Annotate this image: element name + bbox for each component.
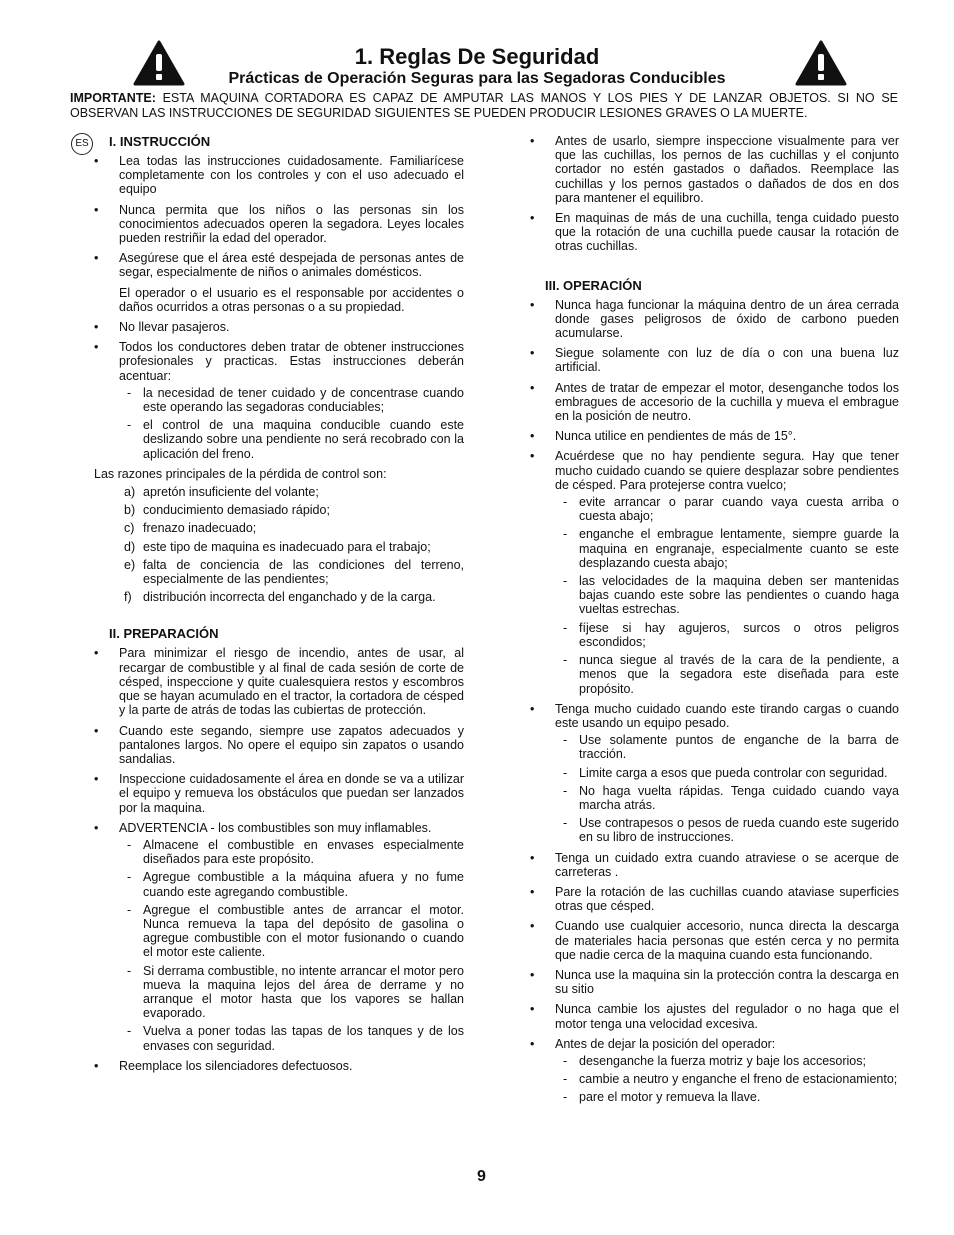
list-item: • En maquinas de más de una cuchilla, tenga cuidado puesto que la rotación de una cuchilla puede causar la rotación de otras cuchillas. bbox=[528, 211, 899, 254]
list-item: • Para minimizar el riesgo de incendio, antes de usar, al recargar de combustible y al final de cada sesión de corte de césped, inspeccione y quite cualesquiera restos y escombros que se hayan acumulado en el tractor, la cortadora de césped y la parte de atrás de todas las cubiertas de protección. bbox=[92, 646, 464, 717]
list-item: • No llevar pasajeros. bbox=[92, 320, 464, 334]
list-item: • Siegue solamente con luz de día o con una buena luz artificial. bbox=[528, 346, 899, 374]
important-notice bbox=[70, 91, 898, 120]
dash-item: - Vuelva a poner todas las tapas de los tanques y de los envases con seguridad. bbox=[119, 1024, 464, 1052]
list-item: • Reemplace los silenciadores defectuosos. bbox=[92, 1059, 464, 1073]
dash-list bbox=[555, 733, 899, 844]
preparacion-list bbox=[92, 646, 464, 1072]
list-item: • Nunca utilice en pendientes de más de 15°. bbox=[528, 429, 899, 443]
list-item: • Inspeccione cuidadosamente el área en donde se va a utilizar el equipo y remueva los obstáculos que puedan ser lanzados por la maquina. bbox=[92, 772, 464, 815]
list-item-text: Asegúrese que el área esté despejada de personas antes de segar, especialmente de niños o animales domésticos. bbox=[119, 251, 464, 280]
page-title: 1. Reglas De Seguridad bbox=[354, 44, 600, 69]
important-label: IMPORTANTE: bbox=[70, 91, 156, 105]
reason-text: apretón insuficiente del volante; bbox=[143, 485, 319, 500]
list-item-text: ADVERTENCIA - los combustibles son muy inflamables. bbox=[119, 820, 432, 835]
instruccion-list bbox=[92, 154, 464, 280]
dash-item: - Almacene el combustible en envases especialmente diseñados para este propósito. bbox=[119, 838, 464, 866]
list-item-text: Todos los conductores deben tratar de obtener instrucciones profesionales y practicas. Estas instrucciones deberán acentuar: bbox=[119, 340, 464, 383]
important-text: ESTA MAQUINA CORTADORA ES CAPAZ DE AMPUTAR LAS MANOS Y LOS PIES Y DE LANZAR OBJETOS. SI NO SE OBSERVAN LAS INSTRUCCIONES DE SEGURIDAD SIGUIENTES SE PUEDEN PRODUCIR LESIONES GRAVES O LA MUERTE. bbox=[70, 91, 898, 120]
preparacion-list-cont bbox=[528, 134, 899, 254]
reasons-list bbox=[92, 485, 464, 604]
paragraph: El operador o el usuario es el responsable por accidentes o daños ocurridos a otras personas o a su propiedad. bbox=[119, 285, 464, 314]
list-item: • Tenga un cuidado extra cuando atraviese o se acerque de carreteras . bbox=[528, 851, 899, 879]
reason-item bbox=[92, 485, 464, 499]
dash-item: - desenganche la fuerza motriz y baje los accesorios; bbox=[555, 1054, 899, 1068]
dash-item: - enganche el embrague lentamente, siempre guarde la maquina en engranaje, especialmente cuanto se este desplazando cuesta abajo; bbox=[555, 527, 899, 570]
section-heading-preparacion: II. PREPARACIÓN bbox=[109, 626, 219, 642]
list-item-text: Tenga mucho cuidado cuando este tirando cargas o cuando este usando un equipo pesado. bbox=[555, 701, 899, 730]
list-item: • Cuando este segando, siempre use zapatos adecuados y pantalones largos. No opere el equipo sin zapatos o usando sandalias. bbox=[92, 724, 464, 767]
list-item-text: Antes de dejar la posición del operador: bbox=[555, 1036, 776, 1051]
list-item bbox=[528, 702, 899, 845]
list-item bbox=[92, 821, 464, 1053]
reason-mark: d) bbox=[124, 539, 136, 554]
language-badge: ES bbox=[71, 133, 93, 155]
list-item: • Lea todas las instrucciones cuidadosamente. Familiarícese completamente con los controles y con el uso adecuado el equipo bbox=[92, 154, 464, 197]
list-item: • Nunca use la maquina sin la protección contra la descarga en su sitio bbox=[528, 968, 899, 996]
dash-item: - Si derrama combustible, no intente arrancar el motor pero mueva la maquina lejos del área de derrame y no arranque el motor hasta que los vapores se hallan evaporado. bbox=[119, 964, 464, 1021]
operacion-list bbox=[528, 298, 899, 1105]
section-heading-instruccion: I. INSTRUCCIÓN bbox=[109, 134, 211, 149]
reason-item bbox=[92, 503, 464, 517]
reason-mark: a) bbox=[124, 485, 136, 500]
reason-mark: b) bbox=[124, 503, 136, 518]
dash-item: - fíjese si hay agujeros, surcos o otros peligros escondidos; bbox=[555, 621, 899, 649]
dash-item: - No haga vuelta rápidas. Tenga cuidado cuando vaya marcha atrás. bbox=[555, 784, 899, 812]
reason-text: falta de conciencia de las condiciones del terreno, especialmente de las pendientes; bbox=[143, 557, 464, 587]
reason-mark: f) bbox=[124, 590, 132, 605]
list-item: • Pare la rotación de las cuchillas cuando ataviase superficies otras que césped. bbox=[528, 885, 899, 913]
dash-list bbox=[119, 386, 464, 461]
dash-item: - cambie a neutro y enganche el freno de estacionamiento; bbox=[555, 1072, 899, 1086]
list-item: • Cuando use cualquier accesorio, nunca directa la descarga de materiales hacia personas que estén cerca y no permita que nadie cerca de la maquina cuando esta funcionando. bbox=[528, 919, 899, 962]
page-subtitle: Prácticas de Operación Seguras para las Segadoras Conducibles bbox=[228, 70, 726, 87]
list-item bbox=[528, 1037, 899, 1105]
reason-text: frenazo inadecuado; bbox=[143, 521, 257, 536]
dash-item: - Use contrapesos o pesos de rueda cuando este sugerido en su libro de instrucciones. bbox=[555, 816, 899, 844]
list-item: • Nunca haga funcionar la máquina dentro de un área cerrada donde gases peligrosos de óxido de carbono pueden acumularse. bbox=[528, 298, 899, 341]
reason-mark: e) bbox=[124, 557, 136, 572]
dash-item: - Limite carga a esos que pueda controlar con seguridad. bbox=[555, 766, 899, 780]
list-item bbox=[92, 340, 464, 461]
list-item: • Nunca permita que los niños o las personas sin los conocimientos adecuados operen la segadora. Leyes locales pueden restriñir la edad del operador. bbox=[92, 203, 464, 246]
reason-item bbox=[92, 590, 464, 604]
spacer bbox=[528, 260, 899, 278]
dash-item: - la necesidad de tener cuidado y de concentrase cuando este operando las segadoras conduciables; bbox=[119, 386, 464, 414]
page-number: 9 bbox=[477, 1168, 486, 1185]
list-item-text: Acuérdese que no hay pendiente segura. Hay que tener mucho cuidado cuando se quiere desplazar sobre pendientes de césped. Para protejerse contra vuelco; bbox=[555, 449, 899, 492]
spacer bbox=[92, 608, 464, 626]
list-item bbox=[92, 251, 464, 279]
dash-item: - las velocidades de la maquina deben ser mantenidas bajas cuando este sobre las pendientes o cuando haga vueltas estrechas. bbox=[555, 574, 899, 617]
reason-text: este tipo de maquina es inadecuado para el trabajo; bbox=[143, 539, 431, 554]
reason-item bbox=[92, 521, 464, 535]
dash-item: - el control de una maquina conducible cuando este deslizando sobre una pendiente no será recobrado con la aplicación del freno. bbox=[119, 418, 464, 461]
instruccion-list-cont bbox=[92, 320, 464, 461]
reason-text: conducimiento demasiado rápido; bbox=[143, 503, 330, 518]
reason-item bbox=[92, 540, 464, 554]
list-item: • Antes de usarlo, siempre inspeccione visualmente para ver que las cuchillas, los pernos de las cuchillas y el conjunto cortador no estén gastados o dañados. Reemplace las cuchillas y los pernos gastados o dañados de dos en dos para mantener el equilibro. bbox=[528, 134, 899, 205]
dash-list bbox=[119, 838, 464, 1053]
reason-mark: c) bbox=[124, 521, 135, 536]
reason-text: distribución incorrecta del enganchado y de la carga. bbox=[143, 590, 436, 605]
dash-item: - Agregue combustible a la máquina afuera y no fume cuando este agregando combustible. bbox=[119, 870, 464, 898]
dash-item: - Use solamente puntos de enganche de la barra de tracción. bbox=[555, 733, 899, 761]
reasons-intro: Las razones principales de la pérdida de control son: bbox=[94, 466, 387, 481]
dash-list bbox=[555, 1054, 899, 1105]
dash-item: - nunca siegue al través de la cara de la pendiente, a menos que la segadora este diseñada para este propósito. bbox=[555, 653, 899, 696]
list-item: • Nunca cambie los ajustes del regulador o no haga que el motor tenga una velocidad excesiva. bbox=[528, 1002, 899, 1030]
section-heading-operacion: III. OPERACIÓN bbox=[545, 277, 642, 293]
reason-item bbox=[92, 558, 464, 586]
dash-item: - Agregue el combustible antes de arrancar el motor. Nunca remueva la tapa del depósito de gasolina o agregue combustible con el motor fusionando o cuando el motor este caliente. bbox=[119, 903, 464, 960]
dash-item: - pare el motor y remueva la llave. bbox=[555, 1090, 899, 1104]
dash-item: - evite arrancar o parar cuando vaya cuesta arriba o cuesta abajo; bbox=[555, 495, 899, 523]
left-column bbox=[92, 134, 464, 1079]
dash-list bbox=[555, 495, 899, 696]
right-column bbox=[528, 134, 899, 1111]
list-item bbox=[528, 449, 899, 695]
list-item: • Antes de tratar de empezar el motor, desenganche todos los embragues de accesorio de la cuchilla y mueva el embrague en la posición de neutro. bbox=[528, 381, 899, 424]
